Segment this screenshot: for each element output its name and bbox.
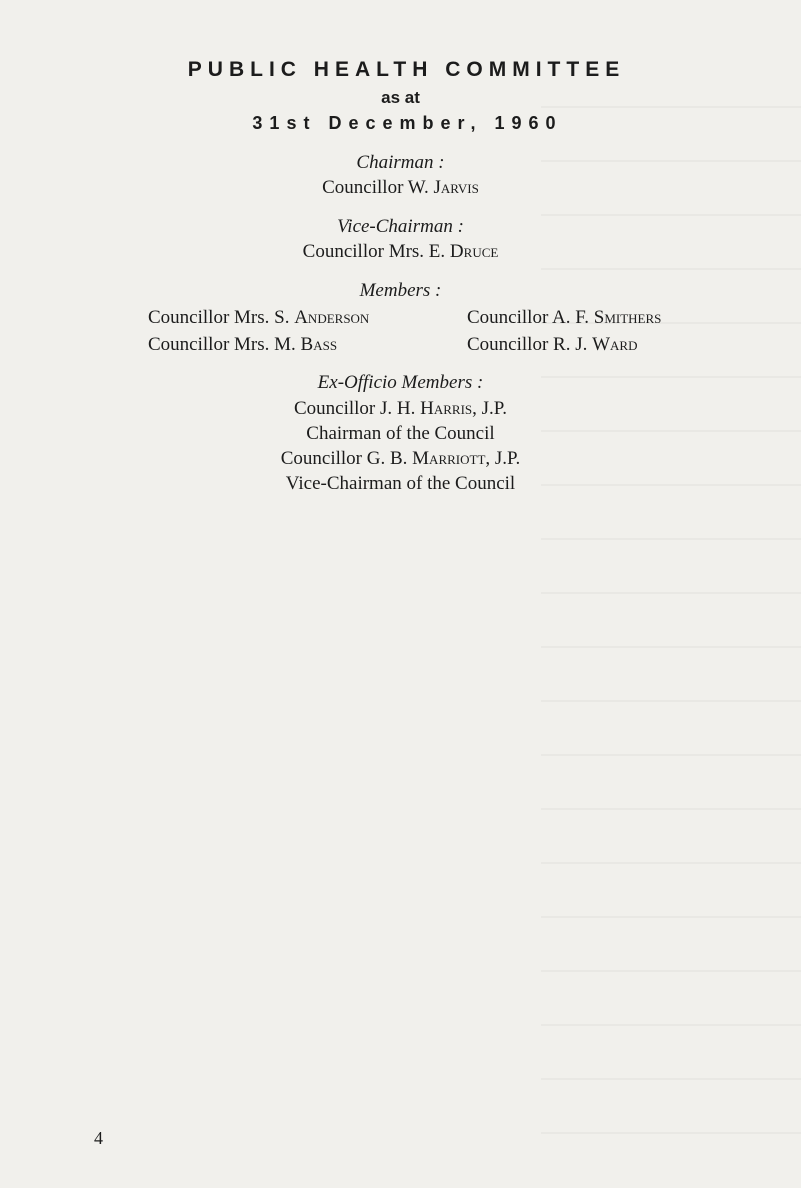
members-heading: Members :	[359, 280, 442, 301]
chairman-surname: Jarvis	[433, 177, 479, 198]
member-entry	[467, 334, 637, 356]
ex-officio-suffix: , J.P.	[472, 398, 507, 419]
committee-title: PUBLIC HEALTH COMMITTEE	[187, 58, 626, 81]
member-surname: Ward	[592, 334, 638, 355]
date-line: 31st December, 1960	[252, 113, 563, 133]
ex-officio-suffix: , J.P.	[485, 448, 521, 469]
ex-officio-prefix: Councillor G. B.	[280, 448, 413, 469]
ex-officio-member-2	[0, 448, 801, 470]
ex-officio-member-1	[0, 398, 801, 420]
ex-officio-role-2: Vice-Chairman of the Council	[285, 473, 516, 494]
member-prefix: Councillor Mrs. M.	[148, 334, 301, 355]
vice-chairman-heading: Vice-Chairman :	[337, 216, 464, 237]
member-surname: Smithers	[593, 307, 662, 328]
page-number: 4	[94, 1128, 103, 1148]
member-prefix: Councillor R. J.	[467, 334, 593, 355]
vice-chairman-surname: Druce	[449, 241, 499, 262]
ex-officio-prefix: Councillor J. H.	[293, 398, 421, 419]
ex-officio-role-1: Chairman of the Council	[306, 423, 495, 444]
member-surname: Anderson	[294, 307, 370, 328]
ex-officio-heading: Ex-Officio Members :	[317, 372, 484, 393]
ex-officio-surname: Marriott	[412, 448, 486, 469]
member-entry	[148, 307, 369, 329]
as-at-label: as at	[381, 88, 420, 107]
member-prefix: Councillor A. F.	[467, 307, 594, 328]
chairman-name	[0, 177, 801, 199]
member-entry	[467, 307, 661, 329]
member-entry	[148, 334, 337, 356]
chairman-heading: Chairman :	[356, 152, 445, 173]
ex-officio-surname: Harris	[420, 398, 473, 419]
member-prefix: Councillor Mrs. S.	[148, 307, 295, 328]
member-surname: Bass	[300, 334, 338, 355]
chairman-prefix: Councillor W.	[322, 177, 434, 198]
vice-chairman-name	[0, 241, 801, 263]
vice-chairman-prefix: Councillor Mrs. E.	[302, 241, 450, 262]
